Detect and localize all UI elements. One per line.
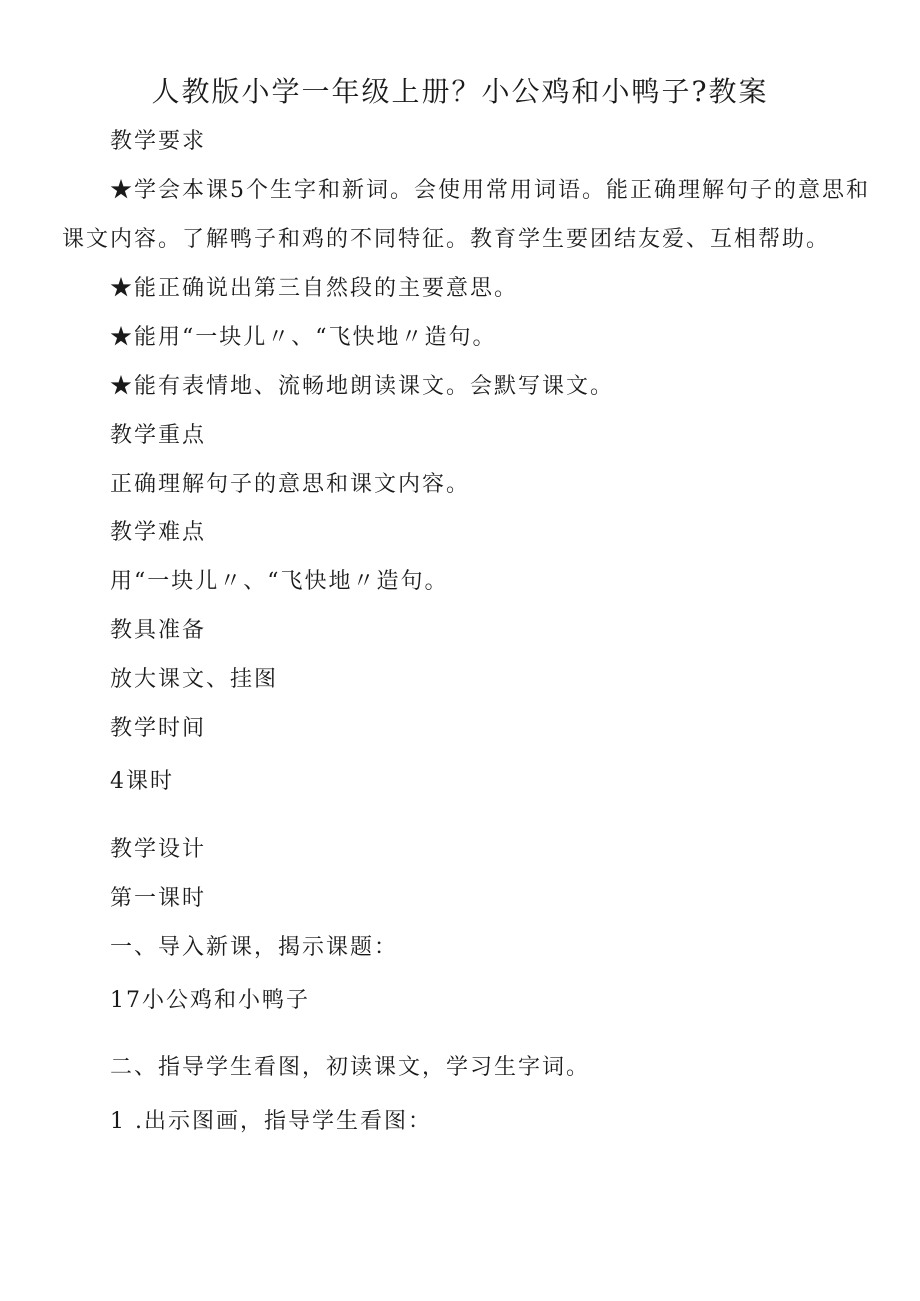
heading-teaching-requirements: 教学要求 — [110, 129, 207, 154]
document-title: 人教版小学一年级上册？小公鸡和小鸭子?教案 — [151, 75, 769, 108]
requirement-2: ★能正确说出第三自然段的主要意思。 — [110, 276, 519, 301]
heading-teaching-aids: 教具准备 — [110, 618, 207, 643]
lesson-title-text: 17小公鸡和小鸭子 — [110, 988, 310, 1013]
requirement-1-line-1: ★学会本课5个生字和新词。会使用常用词语。能正确理解句子的意思和 — [110, 178, 870, 203]
teaching-aids-text: 放大课文、挂图 — [110, 667, 279, 692]
teaching-focus-text: 正确理解句子的意思和课文内容。 — [110, 472, 471, 497]
heading-teaching-time: 教学时间 — [110, 716, 207, 741]
step-2-heading: 二、指导学生看图，初读课文，学习生字词。 — [110, 1055, 591, 1080]
requirement-3: ★能用“一块儿〃、“飞快地〃造句。 — [110, 325, 497, 350]
requirement-4: ★能有表情地、流畅地朗读课文。会默写课文。 — [110, 374, 615, 399]
requirement-1-line-2: 课文内容。了解鸭子和鸡的不同特征。教育学生要团结友爱、互相帮助。 — [62, 227, 831, 252]
teaching-difficulty-text: 用“一块儿〃、“飞快地〃造句。 — [110, 569, 449, 594]
heading-teaching-difficulty: 教学难点 — [110, 520, 207, 545]
teaching-time-text: 4课时 — [110, 769, 174, 794]
step-1-heading: 一、导入新课，揭示课题： — [110, 935, 399, 960]
heading-teaching-focus: 教学重点 — [110, 423, 207, 448]
heading-teaching-design: 教学设计 — [110, 837, 207, 862]
first-lesson-heading: 第一课时 — [110, 886, 207, 911]
step-2-item-1: 1 .出示图画，指导学生看图： — [110, 1109, 432, 1134]
